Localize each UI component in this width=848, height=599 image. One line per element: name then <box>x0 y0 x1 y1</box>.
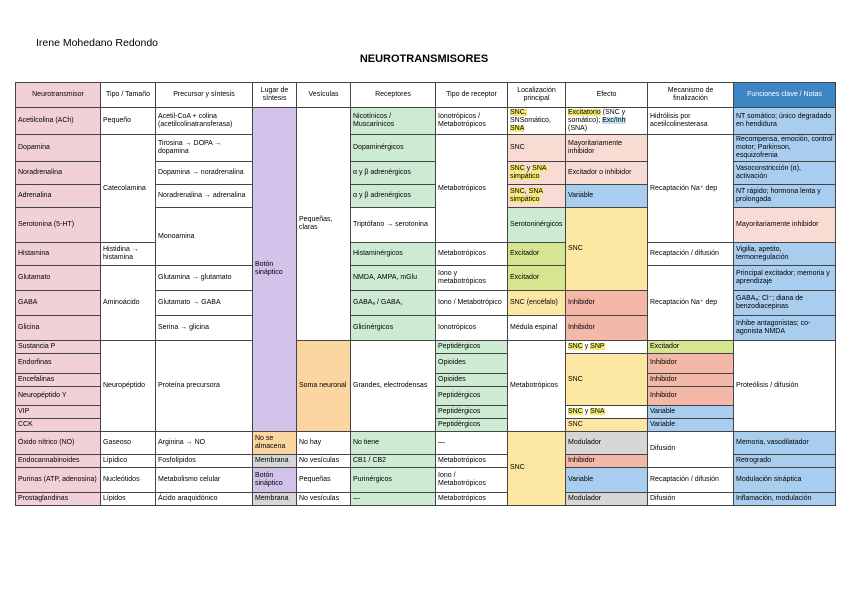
header-mecanismo: Mecanismo de finalización <box>648 83 734 108</box>
cell-efecto: Inhibidor <box>566 454 648 467</box>
loc-highlight: SNA <box>510 125 525 133</box>
cell-precursor-proteina: Proteína precursora <box>156 341 253 431</box>
cell-efecto: Modulador <box>566 492 648 505</box>
cell-efecto <box>566 108 648 135</box>
table-row <box>16 135 836 162</box>
cell-tipo-receptor-metabotropicos: Metabotrópicos <box>508 341 566 431</box>
cell-receptores: Dopaminérgicos <box>351 135 436 162</box>
loc-highlight: SNC <box>510 188 525 196</box>
cell-efecto: Mayoritariamente inhibidor <box>734 208 836 243</box>
cell-efecto: Excitador o inhibidor <box>566 162 648 185</box>
cell-funciones: Vasoconstricción (α), activación <box>734 162 836 185</box>
cell-name: Serotonina (5-HT) <box>16 208 101 243</box>
cell-name: Encefalinas <box>16 373 101 386</box>
loc-text: SNSomático, <box>510 117 551 125</box>
cell-funciones: Retrogrado <box>734 454 836 467</box>
cell-efecto: Inhibidor <box>566 316 648 341</box>
cell-receptores: Serotoninérgicos <box>508 208 566 243</box>
loc-highlight: SNA simpático <box>510 165 547 181</box>
cell-efecto: Variable <box>648 418 734 431</box>
cell-name: Histamina <box>16 243 101 266</box>
loc-highlight: SNA <box>590 407 605 415</box>
cell-tipo-catecolamina: Catecolamina <box>101 135 156 243</box>
cell-efecto: Inhibidor <box>648 386 734 405</box>
cell-name: Glicina <box>16 316 101 341</box>
cell-lugar: Botón sináptico <box>253 467 297 492</box>
header-receptores: Receptores <box>351 83 436 108</box>
cell-precursor: Fosfolípidos <box>156 454 253 467</box>
cell-tipo: Nucleótidos <box>101 467 156 492</box>
cell-precursor: Glutamina → glutamato <box>156 266 253 291</box>
cell-receptores: Purinérgicos <box>351 467 436 492</box>
loc-highlight: SNP <box>590 343 605 351</box>
cell-precursor: Acetil-CoA + colina (acetilcolinatransferasa) <box>156 108 253 135</box>
cell-localizacion <box>566 405 648 418</box>
loc-highlight: SNC <box>510 165 525 173</box>
cell-receptores: No tiene <box>351 431 436 454</box>
cell-funciones: NT somático; único degradado en hendidura <box>734 108 836 135</box>
cell-tipo-receptor: Metabotrópicos <box>436 454 508 467</box>
cell-receptores: CB1 / CB2 <box>351 454 436 467</box>
cell-name: Acetilcolina (ACh) <box>16 108 101 135</box>
cell-tipo-receptor: Iono y metabotrópicos <box>436 266 508 291</box>
cell-name: Endocannabinoides <box>16 454 101 467</box>
cell-receptores: Peptidérgicos <box>436 341 508 354</box>
header-neurotransmisor: Neurotransmisor <box>16 83 101 108</box>
cell-tipo-neuropeptido: Neuropéptido <box>101 341 156 431</box>
cell-efecto: Mayoritariamente inhibidor <box>566 135 648 162</box>
author-name: Irene Mohedano Redondo <box>36 37 159 49</box>
cell-efecto: Modulador <box>566 431 648 454</box>
cell-lugar: Membrana <box>253 454 297 467</box>
cell-vesiculas: Pequeñas <box>297 467 351 492</box>
cell-funciones: Vigilia, apetito, termorregulación <box>734 243 836 266</box>
cell-name: Sustancia P <box>16 341 101 354</box>
cell-receptores: α y β adrenérgicos <box>351 162 436 185</box>
cell-efecto: Excitador <box>508 243 566 266</box>
header-funciones: Funciones clave / Notas <box>734 83 836 108</box>
cell-receptores: Peptidérgicos <box>436 418 508 431</box>
cell-receptores: Nicotínicos / Muscarínicos <box>351 108 436 135</box>
cell-localizacion <box>508 162 566 185</box>
loc-text: , <box>524 188 529 196</box>
cell-lugar-soma: Soma neuronal <box>297 341 351 431</box>
loc-highlight: SNC <box>568 407 583 415</box>
header-localizacion: Localización principal <box>508 83 566 108</box>
header-lugar: Lugar de síntesis <box>253 83 297 108</box>
cell-localizacion-snc: SNC <box>566 208 648 291</box>
cell-receptores: Peptidérgicos <box>436 405 508 418</box>
cell-lugar-boton: Botón sináptico <box>253 108 297 432</box>
table-row <box>16 243 836 266</box>
cell-name: Neuropéptido Y <box>16 386 101 405</box>
cell-receptores: Histaminérgicos <box>351 243 436 266</box>
cell-localizacion-snc: SNC <box>566 354 648 405</box>
cell-precursor: Serina → glicina <box>156 316 253 341</box>
cell-name: VIP <box>16 405 101 418</box>
cell-efecto: Excitador <box>648 341 734 354</box>
cell-efecto: Variable <box>566 467 648 492</box>
cell-mecanismo: Difusión <box>648 431 734 467</box>
cell-precursor: Noradrenalina → adrenalina <box>156 185 253 208</box>
cell-precursor: Tirosina → DOPA → dopamina <box>156 135 253 162</box>
loc-highlight: SNA simpático <box>510 188 544 204</box>
cell-receptores: α y β adrenérgicos <box>351 185 436 208</box>
cell-receptores: Glicinérgicos <box>351 316 436 341</box>
cell-mecanismo: Recaptación / difusión <box>648 243 734 266</box>
loc-text: y <box>524 165 533 173</box>
cell-tipo-receptor: Metabotrópicos <box>436 492 508 505</box>
table-row <box>16 108 836 135</box>
cell-funciones: Principal excitador; memoria y aprendizaje <box>734 266 836 291</box>
cell-tipo-receptor: Iono / Metabotrópicos <box>436 467 508 492</box>
cell-vesiculas-grandes: Grandes, electrodensas <box>351 341 436 431</box>
cell-lugar: Membrana <box>253 492 297 505</box>
cell-efecto: Inhibidor <box>566 291 648 316</box>
cell-localizacion <box>566 341 648 354</box>
cell-name: Endorfinas <box>16 354 101 373</box>
cell-name: Adrenalina <box>16 185 101 208</box>
cell-mecanismo-proteolisis: Proteólisis / difusión <box>734 341 836 431</box>
cell-tipo-monoamina: Monoamina <box>156 208 253 266</box>
header-tipo-receptor: Tipo de receptor <box>436 83 508 108</box>
cell-precursor: Arginina → NO <box>156 431 253 454</box>
cell-tipo: Lípidos <box>101 492 156 505</box>
table-row <box>16 467 836 492</box>
cell-funciones: NT rápido; hormona lenta y prolongada <box>734 185 836 208</box>
cell-localizacion-snc: SNC <box>508 431 566 505</box>
header-precursor: Precursor y síntesis <box>156 83 253 108</box>
header-tipo: Tipo / Tamaño <box>101 83 156 108</box>
cell-precursor: Histidina → histamina <box>101 243 156 266</box>
cell-efecto: Inhibidor <box>648 373 734 386</box>
cell-name: GABA <box>16 291 101 316</box>
cell-localizacion <box>508 108 566 135</box>
cell-funciones: Inflamación, modulación <box>734 492 836 505</box>
cell-tipo-receptor: Metabotrópicos <box>436 243 508 266</box>
cell-efecto: Inhibidor <box>648 354 734 373</box>
cell-mecanismo: Hidrólisis por acetilcolinesterasa <box>648 108 734 135</box>
cell-name: Glutamato <box>16 266 101 291</box>
cell-name: Dopamina <box>16 135 101 162</box>
cell-tipo: Lipídico <box>101 454 156 467</box>
efecto-text: (SNC y somático); <box>568 109 626 125</box>
cell-tipo-aminoacido: Aminoácido <box>101 266 156 341</box>
table-row <box>16 492 836 505</box>
loc-text: y <box>582 407 591 415</box>
loc-highlight: SNC, <box>510 109 527 116</box>
cell-precursor: Glutamato → GABA <box>156 291 253 316</box>
neurotransmitters-table <box>15 82 836 506</box>
cell-efecto: Variable <box>648 405 734 418</box>
cell-tipo-receptor: Iono / Metabotrópico <box>436 291 508 316</box>
cell-receptores: NMDA, AMPA, mGlu <box>351 266 436 291</box>
cell-receptores: Peptidérgicos <box>436 386 508 405</box>
cell-efecto: Excitador <box>508 266 566 291</box>
cell-tipo: Gaseoso <box>101 431 156 454</box>
efecto-highlight-blue: Exc/Inh <box>602 117 626 125</box>
cell-localizacion: Médula espinal <box>508 316 566 341</box>
efecto-text: (SNA) <box>568 125 588 133</box>
cell-tipo-receptor-metabotropicos: Metabotrópicos <box>436 135 508 243</box>
cell-vesiculas: No vesículas <box>297 492 351 505</box>
cell-efecto: Variable <box>566 185 648 208</box>
cell-receptores: Opioides <box>436 373 508 386</box>
cell-mecanismo-recaptacion: Recaptación Na⁺ dep <box>648 135 734 243</box>
loc-text: y <box>582 343 591 351</box>
table-row <box>16 341 836 354</box>
cell-funciones: Inhibe antagonistas; co-agonista NMDA <box>734 316 836 341</box>
table-row <box>16 266 836 291</box>
efecto-highlight: Excitatorio <box>568 109 601 116</box>
cell-vesiculas: No hay <box>297 431 351 454</box>
cell-precursor: Metabolismo celular <box>156 467 253 492</box>
cell-precursor: Ácido araquidónico <box>156 492 253 505</box>
cell-mecanismo-recaptacion: Recaptación Na⁺ dep <box>648 266 734 341</box>
header-efecto: Efecto <box>566 83 648 108</box>
cell-localizacion <box>508 185 566 208</box>
cell-vesiculas-pequenas: Pequeñas, claras <box>297 108 351 341</box>
cell-mecanismo: Difusión <box>648 492 734 505</box>
cell-localizacion: SNC <box>566 418 648 431</box>
cell-name: CCK <box>16 418 101 431</box>
cell-tipo-receptor: — <box>436 431 508 454</box>
cell-name: Purinas (ATP, adenosina) <box>16 467 101 492</box>
cell-receptores: — <box>351 492 436 505</box>
table-row <box>16 431 836 454</box>
cell-receptores: Opioides <box>436 354 508 373</box>
cell-name: Óxido nítrico (NO) <box>16 431 101 454</box>
cell-precursor: Triptófano → serotonina <box>351 208 436 243</box>
cell-funciones: Modulación sináptica <box>734 467 836 492</box>
cell-funciones: GABAₐ: Cl⁻; diana de benzodiacepinas <box>734 291 836 316</box>
cell-mecanismo: Recaptación / difusión <box>648 467 734 492</box>
cell-name: Noradrenalina <box>16 162 101 185</box>
loc-highlight: SNC <box>568 343 583 351</box>
cell-lugar: No se almacena <box>253 431 297 454</box>
header-vesiculas: Vesículas <box>297 83 351 108</box>
cell-tipo: Pequeño <box>101 108 156 135</box>
cell-receptores: GABAₐ / GABA꜀ <box>351 291 436 316</box>
cell-precursor: Dopamina → noradrenalina <box>156 162 253 185</box>
document-title: NEUROTRANSMISORES <box>359 53 489 65</box>
cell-funciones: Memoria, vasodilatador <box>734 431 836 454</box>
cell-tipo-receptor: Ionotrópicos / Metabotrópicos <box>436 108 508 135</box>
cell-tipo-receptor: Ionotrópicos <box>436 316 508 341</box>
cell-localizacion: SNC <box>508 135 566 162</box>
cell-funciones: Recompensa, emoción, control motor; Parkinson, esquizofrenia <box>734 135 836 162</box>
cell-vesiculas: No vesículas <box>297 454 351 467</box>
cell-name: Prostaglandinas <box>16 492 101 505</box>
cell-localizacion: SNC (encéfalo) <box>508 291 566 316</box>
